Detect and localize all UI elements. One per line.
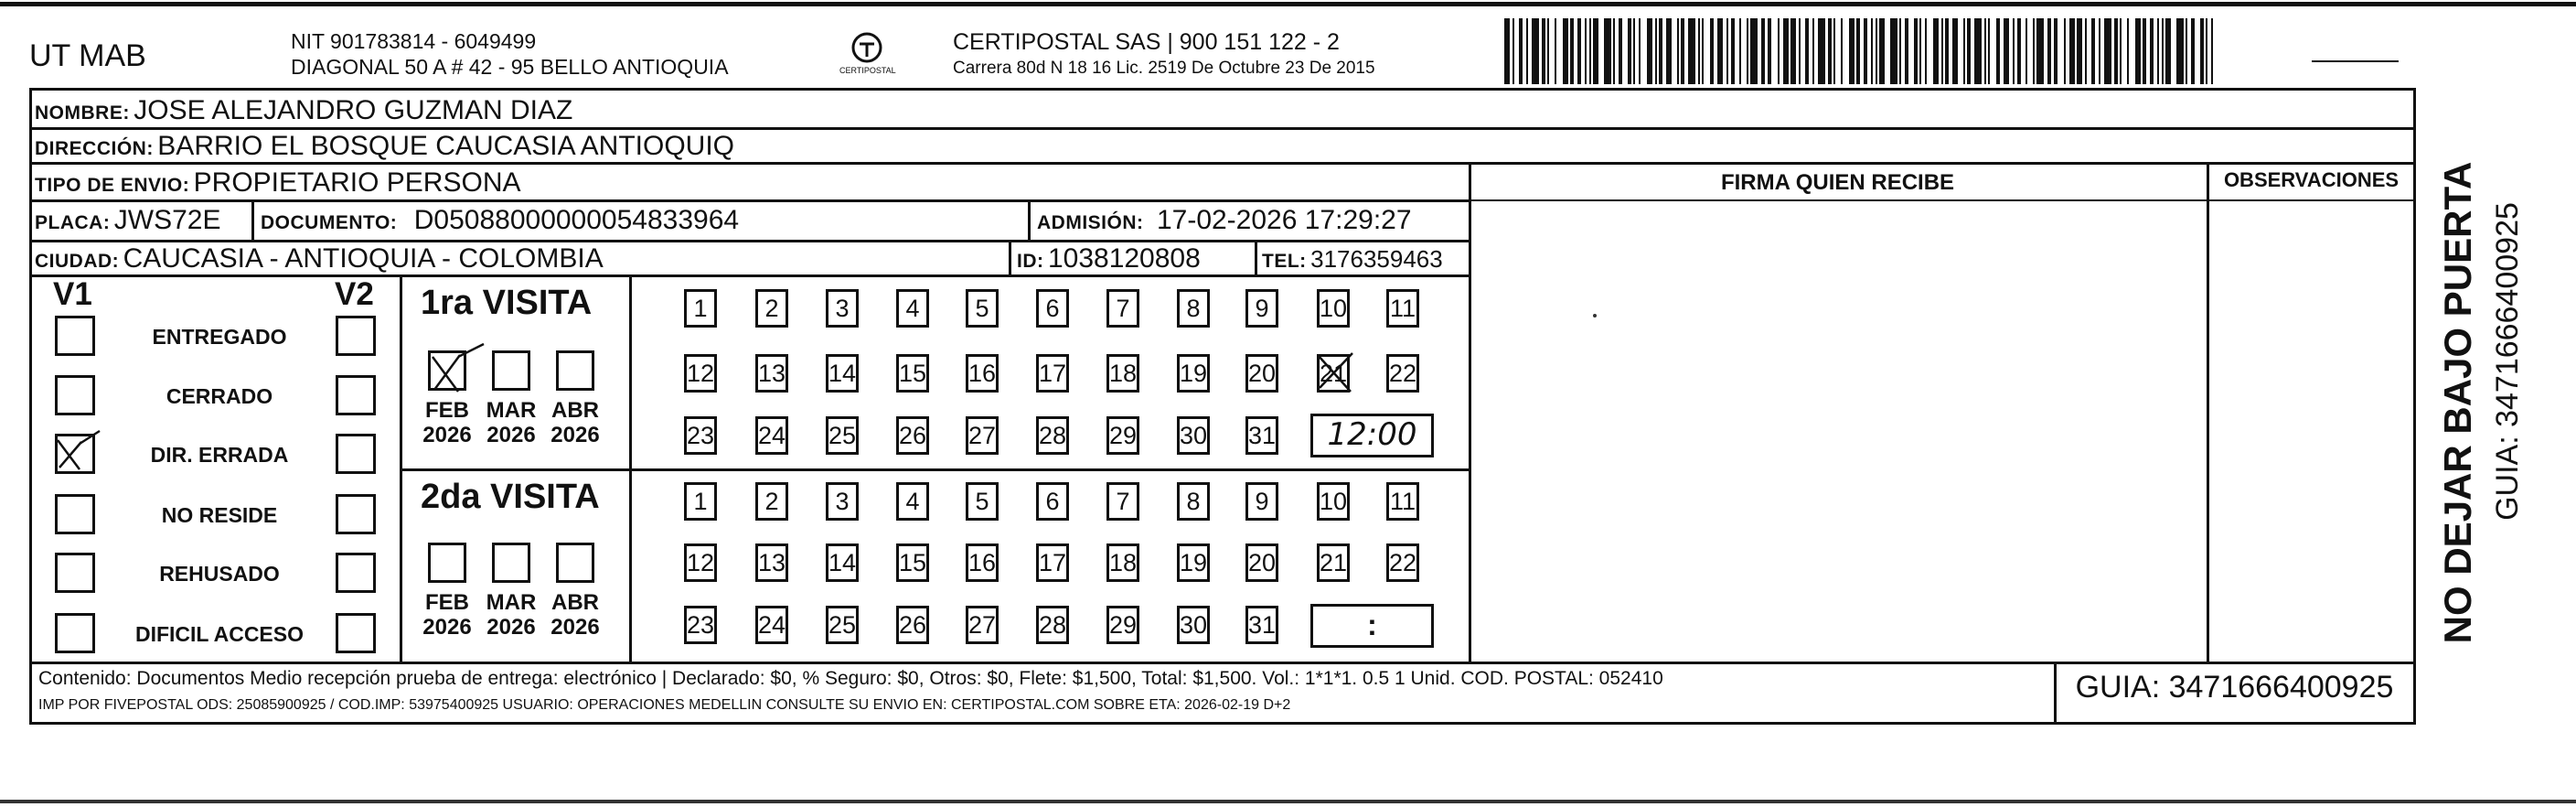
visit1-month-checkbox[interactable]	[492, 350, 530, 391]
visit2-day-box[interactable]: 15	[896, 543, 929, 582]
barcode-bar	[1879, 18, 1885, 84]
frame-bottom	[29, 722, 2416, 725]
barcode-bar	[2157, 18, 2159, 84]
signature-dot	[1593, 314, 1597, 317]
side-guia: GUIA: 3471666400925	[2490, 202, 2525, 521]
visit1-day-box[interactable]: 20	[1245, 354, 1278, 393]
v2-checkbox[interactable]	[336, 553, 376, 593]
check-mark-icon	[427, 340, 491, 395]
visit1-month-checkbox[interactable]	[428, 350, 466, 391]
visit2-day-box[interactable]: 17	[1036, 543, 1069, 582]
month-name: ABR	[551, 398, 599, 423]
plate-divider	[251, 199, 254, 240]
plate-row	[35, 205, 221, 236]
visit2-day-box[interactable]: 26	[896, 606, 929, 644]
month-year: 2026	[422, 615, 472, 640]
month-name: ABR	[551, 590, 599, 615]
visit2-day-box[interactable]: 5	[966, 482, 999, 521]
id-value: 1038120808	[1047, 243, 1201, 274]
barcode-bar	[1768, 18, 1771, 84]
barcode-bar	[2114, 18, 2118, 84]
visit1-day-box[interactable]: 9	[1245, 289, 1278, 328]
visit1-month-label	[543, 398, 607, 447]
month-year: 2026	[486, 615, 536, 640]
visit2-time-box[interactable]: :	[1310, 604, 1434, 648]
visit1-day-box[interactable]: 21	[1317, 354, 1350, 393]
v2-checkbox[interactable]	[336, 316, 376, 356]
barcode-bar	[1871, 18, 1873, 84]
visit2-month-label	[479, 590, 543, 640]
id-divider	[1009, 240, 1011, 274]
visit2-day-box[interactable]: 31	[1245, 606, 1278, 644]
months-days-divider	[629, 274, 632, 662]
visit1-day-box[interactable]: 5	[966, 289, 999, 328]
barcode-bar	[1941, 18, 1943, 84]
barcode-bar	[1899, 18, 1901, 84]
barcode-bar	[2085, 18, 2087, 84]
month-name: FEB	[425, 398, 469, 423]
barcode-bar	[1739, 18, 1741, 84]
barcode-bar	[1585, 18, 1587, 84]
frame-right	[2413, 88, 2416, 725]
barcode-bar	[1750, 18, 1758, 84]
barcode-bar	[1512, 18, 1514, 84]
col-header-line	[1469, 199, 2413, 201]
row-line-3	[29, 199, 1471, 202]
visit2-day-box[interactable]: 19	[1177, 543, 1210, 582]
visit2-day-box[interactable]: 18	[1106, 543, 1139, 582]
footer-content: Contenido: Documentos Medio recepción prueba de entrega: electrónico | Declarado: $0, % Seguro: $0, Otros: $0, Flete: $1,500, Total: $1,500. Vol.: 1*1*1. 0.5 1 Unid. COD. POSTAL: 052410	[38, 668, 1663, 689]
carrier-license: Carrera 80d N 18 16 Lic. 2519 De Octubre 23 De 2015	[953, 59, 1375, 78]
barcode-bar	[2186, 18, 2187, 84]
barcode-bar	[1984, 18, 1986, 84]
status-label: REHUSADO	[159, 562, 280, 586]
visit1-day-box[interactable]: 14	[826, 354, 859, 393]
tel-divider	[1255, 240, 1257, 274]
v2-checkbox[interactable]	[336, 434, 376, 474]
visit2-day-box[interactable]: 16	[966, 543, 999, 582]
visit2-title: 2da VISITA	[421, 478, 600, 516]
name-label: NOMBRE:	[35, 102, 130, 124]
document-row	[261, 205, 739, 236]
logo-text: CERTIPOSTAL	[839, 66, 896, 75]
visit1-day-box[interactable]: 17	[1036, 354, 1069, 393]
visit1-day-box[interactable]: 28	[1036, 416, 1069, 455]
city-label: CIUDAD:	[35, 251, 120, 272]
admission-label: ADMISIÓN:	[1037, 212, 1144, 233]
barcode-bar	[2165, 18, 2171, 84]
barcode-bar	[1761, 18, 1765, 84]
visit2-day-box[interactable]: 3	[826, 482, 859, 521]
barcode-bar	[2013, 18, 2015, 84]
barcode-bar	[1547, 18, 1549, 84]
barcode-bar	[2064, 18, 2066, 84]
visit2-month-checkbox[interactable]	[428, 543, 466, 583]
barcode-bar	[1919, 18, 1921, 84]
bottom-edge	[0, 800, 2576, 803]
barcode-bar	[2162, 18, 2164, 84]
month-name: FEB	[425, 590, 469, 615]
visit1-day-box[interactable]: 30	[1177, 416, 1210, 455]
barcode-bar	[1790, 18, 1796, 84]
visit1-day-box[interactable]: 7	[1106, 289, 1139, 328]
barcode-bar	[1504, 18, 1510, 84]
barcode-bar	[2017, 18, 2021, 84]
nit-text: NIT 901783814 - 6049499	[291, 29, 537, 53]
barcode-bar	[1952, 18, 1958, 84]
visit2-day-box[interactable]: 14	[826, 543, 859, 582]
barcode-bar	[1731, 18, 1735, 84]
barcode-bar	[1639, 18, 1641, 84]
barcode-bar	[1856, 18, 1860, 84]
barcode-bar	[1828, 18, 1832, 84]
status-label: DIR. ERRADA	[150, 443, 289, 467]
barcode-bar	[2077, 18, 2082, 84]
visit1-month-label	[415, 398, 479, 447]
observations-col-left	[2207, 162, 2209, 662]
barcode-bar	[1542, 18, 1545, 84]
row-line-5	[29, 274, 1471, 277]
barcode-bar	[1747, 18, 1748, 84]
barcode	[1504, 18, 2229, 84]
barcode-bar	[1570, 18, 1574, 84]
tel-row	[1262, 245, 1443, 274]
barcode-bar	[2004, 18, 2009, 84]
barcode-bar	[2104, 18, 2111, 84]
sender-address: DIAGONAL 50 A # 42 - 95 BELLO ANTIOQUIA	[291, 55, 729, 79]
signature-col-left	[1469, 162, 1471, 662]
barcode-bar	[2150, 18, 2154, 84]
footer-guia: GUIA: 3471666400925	[2075, 670, 2394, 705]
barcode-bar	[2206, 18, 2207, 84]
visit1-day-box[interactable]: 1	[684, 289, 717, 328]
visit1-day-box[interactable]: 15	[896, 354, 929, 393]
visit2-day-box[interactable]: 23	[684, 606, 717, 644]
barcode-bar	[1818, 18, 1825, 84]
visit2-day-box[interactable]: 24	[755, 606, 788, 644]
visit2-day-box[interactable]: 22	[1386, 543, 1419, 582]
visit1-day-box[interactable]: 11	[1386, 289, 1419, 328]
barcode-bar	[1849, 18, 1855, 84]
barcode-bar	[1677, 18, 1679, 84]
barcode-bar	[1647, 18, 1652, 84]
document-label: DOCUMENTO:	[261, 212, 398, 233]
visit1-day-box[interactable]: 12	[684, 354, 717, 393]
barcode-bar	[2026, 18, 2027, 84]
v2-checkbox[interactable]	[336, 494, 376, 534]
cross-mark-icon	[1314, 350, 1360, 395]
visit1-day-box[interactable]: 29	[1106, 416, 1139, 455]
visit2-day-box[interactable]: 2	[755, 482, 788, 521]
check-mark-icon	[52, 425, 107, 480]
barcode-bar	[1925, 18, 1927, 84]
month-name: MAR	[486, 590, 537, 615]
name-value: JOSE ALEJANDRO GUZMAN DIAZ	[134, 95, 573, 125]
barcode-bar	[2091, 18, 2095, 84]
visit1-day-box[interactable]: 2	[755, 289, 788, 328]
barcode-bar	[2191, 18, 2195, 84]
frame-left	[29, 88, 32, 725]
visit2-day-box[interactable]: 10	[1317, 482, 1350, 521]
v1-checkbox[interactable]	[55, 434, 95, 474]
barcode-bar	[1702, 18, 1704, 84]
send-type-label: TIPO DE ENVIO:	[35, 175, 190, 196]
id-label: ID:	[1017, 251, 1044, 272]
city-row	[35, 243, 604, 274]
barcode-bar	[1563, 18, 1568, 84]
visit2-day-box[interactable]: 9	[1245, 482, 1278, 521]
v2-checkbox[interactable]	[336, 613, 376, 653]
address-value: BARRIO EL BOSQUE CAUCASIA ANTIOQUIQ	[157, 131, 734, 161]
month-year: 2026	[486, 423, 536, 447]
barcode-bar	[1532, 18, 1539, 84]
barcode-bar	[1593, 18, 1598, 84]
status-label: DIFICIL ACCESO	[134, 622, 304, 646]
barcode-bar	[1717, 18, 1723, 84]
visit1-day-box[interactable]: 13	[755, 354, 788, 393]
barcode-bar	[1996, 18, 2000, 84]
barcode-bar	[1974, 18, 1982, 84]
barcode-bar	[1833, 18, 1835, 84]
side-notice: NO DEJAR BAJO PUERTA	[2436, 161, 2479, 644]
admission-row	[1037, 205, 1412, 236]
visit2-day-box[interactable]: 20	[1245, 543, 1278, 582]
send-type-row	[35, 167, 521, 199]
visit1-day-box[interactable]: 27	[966, 416, 999, 455]
visit2-day-box[interactable]: 1	[684, 482, 717, 521]
barcode-bar	[2127, 18, 2129, 84]
visit2-month-checkbox[interactable]	[492, 543, 530, 583]
barcode-bar	[2069, 18, 2075, 84]
visit2-day-box[interactable]: 13	[755, 543, 788, 582]
barcode-bar	[1613, 18, 1615, 84]
barcode-bar	[2047, 18, 2051, 84]
month-year: 2026	[550, 615, 600, 640]
address-label: DIRECCIÓN:	[35, 138, 154, 159]
barcode-bar	[1710, 18, 1714, 84]
row-line-1	[29, 127, 2413, 130]
visit2-day-box[interactable]: 25	[826, 606, 859, 644]
barcode-bar	[1812, 18, 1814, 84]
month-year: 2026	[550, 423, 600, 447]
plate-value: JWS72E	[113, 205, 221, 235]
barcode-bar	[1688, 18, 1695, 84]
barcode-bar	[1905, 18, 1908, 84]
barcode-bar	[1604, 18, 1611, 84]
tel-label: TEL:	[1262, 251, 1307, 272]
visit1-day-box[interactable]: 26	[896, 416, 929, 455]
visit1-month-label	[479, 398, 543, 447]
frame-top	[29, 88, 2413, 91]
visit1-day-box[interactable]: 19	[1177, 354, 1210, 393]
barcode-bar	[2054, 18, 2058, 84]
plate-label: PLACA:	[35, 212, 111, 233]
top-border	[0, 2, 2576, 6]
id-row	[1017, 243, 1201, 274]
visit1-day-box[interactable]: 22	[1386, 354, 1419, 393]
visit1-day-box[interactable]: 4	[896, 289, 929, 328]
barcode-bar	[1628, 18, 1631, 84]
visit2-day-box[interactable]: 7	[1106, 482, 1139, 521]
barcode-bar	[1655, 18, 1657, 84]
barcode-bar	[2143, 18, 2146, 84]
visit2-day-box[interactable]: 28	[1036, 606, 1069, 644]
visit1-day-box[interactable]: 10	[1317, 289, 1350, 328]
visit2-day-box[interactable]: 27	[966, 606, 999, 644]
company-left: UT MAB	[29, 38, 146, 73]
barcode-bar	[1589, 18, 1591, 84]
header-mark-line	[2312, 60, 2399, 62]
barcode-bar	[1988, 18, 1990, 84]
visit2-day-box[interactable]: 29	[1106, 606, 1139, 644]
admission-divider	[1028, 199, 1031, 240]
barcode-bar	[1890, 18, 1897, 84]
barcode-bar	[2099, 18, 2100, 84]
barcode-bar	[1914, 18, 1918, 84]
month-year: 2026	[422, 423, 472, 447]
barcode-bar	[1783, 18, 1789, 84]
admission-value: 17-02-2026 17:29:27	[1156, 205, 1412, 235]
barcode-bar	[1659, 18, 1662, 84]
barcode-bar	[1681, 18, 1684, 84]
status-label: CERRADO	[166, 384, 273, 408]
visit1-day-box[interactable]: 23	[684, 416, 717, 455]
visit1-day-box[interactable]: 18	[1106, 354, 1139, 393]
tel-value: 3176359463	[1310, 245, 1443, 273]
barcode-bar	[1933, 18, 1939, 84]
barcode-bar	[2135, 18, 2141, 84]
visit2-day-box[interactable]: 6	[1036, 482, 1069, 521]
row-line-2	[29, 162, 2413, 165]
barcode-bar	[1577, 18, 1581, 84]
visit1-day-box[interactable]: 3	[826, 289, 859, 328]
visit1-month-checkbox[interactable]	[556, 350, 594, 391]
visit1-day-box[interactable]: 8	[1177, 289, 1210, 328]
visit1-day-box[interactable]: 31	[1245, 416, 1278, 455]
visit2-month-label	[543, 590, 607, 640]
v2-checkbox[interactable]	[336, 375, 376, 415]
visit2-month-checkbox[interactable]	[556, 543, 594, 583]
barcode-bar	[1526, 18, 1528, 84]
certipostal-logo	[839, 27, 894, 82]
visit1-day-box[interactable]: 16	[966, 354, 999, 393]
send-type-value: PROPIETARIO PERSONA	[193, 167, 521, 198]
barcode-bar	[2120, 18, 2122, 84]
v1-checkbox[interactable]	[55, 375, 95, 415]
v1-checkbox[interactable]	[55, 553, 95, 593]
visit1-title: 1ra VISITA	[421, 284, 593, 322]
barcode-bar	[2036, 18, 2044, 84]
v2-header: V2	[335, 276, 374, 312]
barcode-bar	[1841, 18, 1843, 84]
carrier-name: CERTIPOSTAL SAS | 900 151 122 - 2	[953, 29, 1340, 55]
visit2-day-box[interactable]: 30	[1177, 606, 1210, 644]
barcode-bar	[2200, 18, 2204, 84]
barcode-bar	[1778, 18, 1780, 84]
barcode-bar	[2033, 18, 2035, 84]
barcode-bar	[1963, 18, 1965, 84]
visit1-day-box[interactable]: 25	[826, 416, 859, 455]
barcode-bar	[1698, 18, 1700, 84]
visit2-day-box[interactable]: 21	[1317, 543, 1350, 582]
visit2-day-box[interactable]: 12	[684, 543, 717, 582]
signature-header: FIRMA QUIEN RECIBE	[1720, 170, 1955, 195]
visit1-day-box[interactable]: 6	[1036, 289, 1069, 328]
barcode-bar	[2211, 18, 2213, 84]
barcode-bar	[1864, 18, 1867, 84]
v1-checkbox[interactable]	[55, 316, 95, 356]
city-value: CAUCASIA - ANTIOQUIA - COLOMBIA	[123, 243, 604, 274]
footer-imp: IMP POR FIVEPOSTAL ODS: 25085900925 / COD.IMP: 53975400925 USUARIO: OPERACIONES MEDELLIN CONSULTE SU ENVIO EN: CERTIPOSTAL.COM SOBRE ETA: 2026-02-19 D+2	[38, 697, 1291, 713]
barcode-bar	[1967, 18, 1971, 84]
v1-checkbox[interactable]	[55, 494, 95, 534]
document-value: D05088000000054833964	[413, 205, 740, 235]
v1-header: V1	[53, 276, 92, 312]
barcode-bar	[1519, 18, 1523, 84]
barcode-bar	[1666, 18, 1672, 84]
barcode-bar	[1799, 18, 1801, 84]
barcode-bar	[1555, 18, 1556, 84]
barcode-bar	[1726, 18, 1728, 84]
visit1-time-box[interactable]: 12:00	[1310, 414, 1434, 457]
visit2-day-box[interactable]: 8	[1177, 482, 1210, 521]
visit1-day-box[interactable]: 24	[755, 416, 788, 455]
visit2-month-label	[415, 590, 479, 640]
barcode-bar	[1633, 18, 1635, 84]
visit-divider	[400, 468, 1469, 471]
observations-header: OBSERVACIONES	[2223, 168, 2400, 191]
barcode-bar	[1876, 18, 1877, 84]
month-name: MAR	[486, 398, 537, 423]
visit2-day-box[interactable]: 4	[896, 482, 929, 521]
status-label: ENTREGADO	[152, 325, 287, 349]
v1-checkbox[interactable]	[55, 613, 95, 653]
barcode-bar	[1945, 18, 1949, 84]
status-label: NO RESIDE	[161, 503, 278, 527]
address-row	[35, 131, 734, 162]
barcode-bar	[2176, 18, 2184, 84]
barcode-bar	[1619, 18, 1622, 84]
barcode-bar	[1805, 18, 1809, 84]
visit2-day-box[interactable]: 11	[1386, 482, 1419, 521]
name-row	[35, 95, 572, 126]
